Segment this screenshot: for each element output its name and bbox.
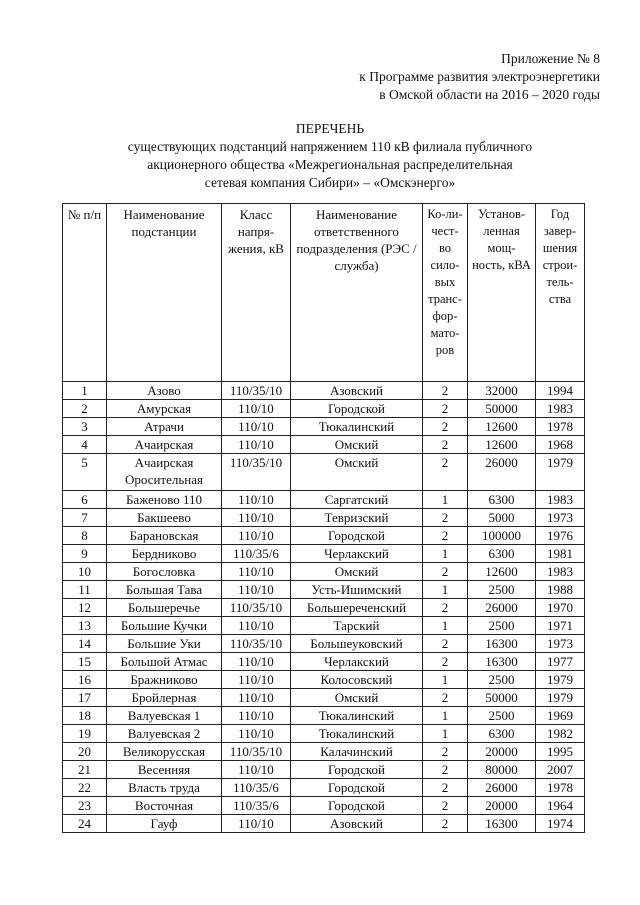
cell-substation-name: Богословка [107,563,222,581]
cell-number: 14 [63,635,107,653]
cell-installed-capacity: 26000 [468,599,536,617]
cell-transformer-count: 2 [423,436,468,454]
cell-responsible-unit: Большереченский [291,599,423,617]
cell-responsible-unit: Омский [291,563,423,581]
cell-responsible-unit: Городской [291,797,423,815]
cell-installed-capacity: 16300 [468,653,536,671]
cell-responsible-unit: Омский [291,436,423,454]
cell-substation-name: Баженово 110 [107,491,222,509]
cell-transformer-count: 2 [423,400,468,418]
table-row [63,418,585,436]
cell-transformer-count: 2 [423,418,468,436]
cell-number: 7 [63,509,107,527]
cell-transformer-count: 2 [423,509,468,527]
cell-installed-capacity: 12600 [468,563,536,581]
table-row [63,491,585,509]
header-substation-name: Наименование подстанции [107,204,222,382]
cell-completion-year: 1983 [536,563,585,581]
cell-number: 4 [63,436,107,454]
cell-responsible-unit: Городской [291,779,423,797]
table-row [63,382,585,400]
table-row [63,400,585,418]
cell-substation-name: Великорусская [107,743,222,761]
cell-voltage-class: 110/35/6 [222,797,291,815]
cell-transformer-count: 2 [423,761,468,779]
cell-completion-year: 1977 [536,653,585,671]
cell-transformer-count: 2 [423,815,468,833]
header-installed-capacity: Установ-ленная мощ-ность, кВА [468,204,536,382]
cell-installed-capacity: 2500 [468,617,536,635]
header-number: № п/п [63,204,107,382]
cell-responsible-unit: Черлакский [291,653,423,671]
cell-number: 23 [63,797,107,815]
title-line-2: акционерного общества «Межрегиональная распределительная [147,157,513,172]
table-row [63,635,585,653]
cell-responsible-unit: Колосовский [291,671,423,689]
cell-substation-name: Ачаирская [107,436,222,454]
substations-table [62,203,585,833]
table-row [63,707,585,725]
cell-installed-capacity: 50000 [468,400,536,418]
table-row [63,527,585,545]
cell-completion-year: 1970 [536,599,585,617]
cell-substation-name: Бакшеево [107,509,222,527]
cell-number: 22 [63,779,107,797]
cell-number: 16 [63,671,107,689]
cell-responsible-unit: Городской [291,400,423,418]
cell-voltage-class: 110/35/6 [222,545,291,563]
header-completion-year: Год завер-шения строи-тель-ства [536,204,585,382]
cell-completion-year: 1979 [536,671,585,689]
cell-number: 8 [63,527,107,545]
cell-installed-capacity: 6300 [468,491,536,509]
cell-responsible-unit: Тюкалинский [291,707,423,725]
table-row [63,689,585,707]
table-row [63,436,585,454]
document-title [60,120,600,192]
table-row [63,797,585,815]
appendix-note [359,50,600,104]
cell-substation-name: Амурская [107,400,222,418]
table-row [63,671,585,689]
table-row [63,617,585,635]
cell-number: 6 [63,491,107,509]
cell-voltage-class: 110/35/6 [222,779,291,797]
cell-transformer-count: 1 [423,707,468,725]
cell-substation-name: Большеречье [107,599,222,617]
cell-responsible-unit: Городской [291,761,423,779]
cell-transformer-count: 1 [423,581,468,599]
cell-number: 10 [63,563,107,581]
appendix-line-1: Приложение № 8 [501,51,600,66]
cell-number: 19 [63,725,107,743]
cell-responsible-unit: Калачинский [291,743,423,761]
table-row [63,653,585,671]
cell-voltage-class: 110/10 [222,400,291,418]
cell-completion-year: 1981 [536,545,585,563]
cell-voltage-class: 110/10 [222,617,291,635]
cell-responsible-unit: Большеуковский [291,635,423,653]
cell-responsible-unit: Городской [291,527,423,545]
cell-installed-capacity: 100000 [468,527,536,545]
cell-substation-name: Бражниково [107,671,222,689]
cell-transformer-count: 2 [423,635,468,653]
cell-transformer-count: 2 [423,382,468,400]
cell-transformer-count: 1 [423,545,468,563]
cell-substation-name: Большой Атмас [107,653,222,671]
table-row [63,599,585,617]
cell-installed-capacity: 16300 [468,815,536,833]
cell-installed-capacity: 20000 [468,743,536,761]
title-line-1: существующих подстанций напряжением 110 кВ филиала публичного [127,139,533,154]
cell-transformer-count: 2 [423,743,468,761]
cell-installed-capacity: 50000 [468,689,536,707]
cell-voltage-class: 110/10 [222,436,291,454]
cell-installed-capacity: 26000 [468,779,536,797]
cell-substation-name: Валуевская 2 [107,725,222,743]
cell-number: 5 [63,454,107,491]
cell-transformer-count: 1 [423,725,468,743]
cell-voltage-class: 110/10 [222,418,291,436]
cell-voltage-class: 110/10 [222,815,291,833]
cell-completion-year: 1983 [536,491,585,509]
cell-responsible-unit: Черлакский [291,545,423,563]
cell-number: 13 [63,617,107,635]
cell-installed-capacity: 2500 [468,581,536,599]
cell-installed-capacity: 5000 [468,509,536,527]
cell-transformer-count: 2 [423,797,468,815]
cell-transformer-count: 2 [423,653,468,671]
cell-completion-year: 2007 [536,761,585,779]
cell-completion-year: 1969 [536,707,585,725]
cell-installed-capacity: 32000 [468,382,536,400]
cell-transformer-count: 2 [423,454,468,491]
header-transformer-count: Ко-ли-чест-во сило-вых транс-фор-мато-ров [423,204,468,382]
cell-number: 1 [63,382,107,400]
appendix-line-3: в Омской области на 2016 – 2020 годы [379,87,600,102]
cell-voltage-class: 110/10 [222,581,291,599]
cell-completion-year: 1994 [536,382,585,400]
cell-responsible-unit: Азовский [291,815,423,833]
cell-completion-year: 1979 [536,454,585,491]
cell-completion-year: 1964 [536,797,585,815]
header-responsible-unit: Наименование ответственного подразделения (РЭС / служба) [291,204,423,382]
cell-completion-year: 1976 [536,527,585,545]
cell-substation-name: Большие Уки [107,635,222,653]
cell-transformer-count: 1 [423,617,468,635]
cell-transformer-count: 2 [423,599,468,617]
cell-number: 12 [63,599,107,617]
cell-installed-capacity: 12600 [468,418,536,436]
table-row [63,761,585,779]
cell-number: 20 [63,743,107,761]
cell-voltage-class: 110/10 [222,725,291,743]
cell-number: 11 [63,581,107,599]
cell-substation-name: Восточная [107,797,222,815]
cell-completion-year: 1978 [536,418,585,436]
cell-voltage-class: 110/10 [222,509,291,527]
table-row [63,454,585,491]
cell-completion-year: 1979 [536,689,585,707]
table-header-row [63,204,585,382]
cell-voltage-class: 110/10 [222,671,291,689]
cell-substation-name: Валуевская 1 [107,707,222,725]
table-row [63,779,585,797]
cell-substation-name: Гауф [107,815,222,833]
cell-installed-capacity: 2500 [468,671,536,689]
cell-installed-capacity: 6300 [468,725,536,743]
cell-completion-year: 1978 [536,779,585,797]
cell-substation-name: Власть труда [107,779,222,797]
cell-substation-name: Атрачи [107,418,222,436]
table-row [63,509,585,527]
cell-substation-name: Ачаирская Оросительная [107,454,222,491]
cell-responsible-unit: Омский [291,689,423,707]
cell-transformer-count: 2 [423,563,468,581]
table-row [63,743,585,761]
table-row [63,815,585,833]
cell-installed-capacity: 26000 [468,454,536,491]
table-row [63,545,585,563]
cell-installed-capacity: 20000 [468,797,536,815]
cell-substation-name: Большая Тава [107,581,222,599]
cell-responsible-unit: Тюкалинский [291,418,423,436]
cell-installed-capacity: 12600 [468,436,536,454]
cell-responsible-unit: Тевризский [291,509,423,527]
cell-number: 18 [63,707,107,725]
cell-voltage-class: 110/10 [222,707,291,725]
cell-installed-capacity: 80000 [468,761,536,779]
cell-number: 24 [63,815,107,833]
cell-voltage-class: 110/35/10 [222,743,291,761]
cell-voltage-class: 110/35/10 [222,382,291,400]
cell-completion-year: 1974 [536,815,585,833]
cell-completion-year: 1995 [536,743,585,761]
cell-voltage-class: 110/10 [222,689,291,707]
title-line-3: сетевая компания Сибири» – «Омскэнерго» [204,175,456,190]
cell-responsible-unit: Тюкалинский [291,725,423,743]
cell-completion-year: 1973 [536,635,585,653]
cell-voltage-class: 110/10 [222,563,291,581]
table-body [63,382,585,833]
cell-substation-name: Бройлерная [107,689,222,707]
cell-transformer-count: 2 [423,689,468,707]
cell-responsible-unit: Саргатский [291,491,423,509]
cell-responsible-unit: Усть-Ишимский [291,581,423,599]
cell-voltage-class: 110/35/10 [222,635,291,653]
cell-substation-name: Большие Кучки [107,617,222,635]
cell-number: 15 [63,653,107,671]
cell-substation-name: Азово [107,382,222,400]
cell-completion-year: 1982 [536,725,585,743]
cell-responsible-unit: Омский [291,454,423,491]
cell-number: 21 [63,761,107,779]
cell-responsible-unit: Азовский [291,382,423,400]
cell-transformer-count: 1 [423,491,468,509]
cell-completion-year: 1988 [536,581,585,599]
cell-transformer-count: 2 [423,779,468,797]
cell-completion-year: 1971 [536,617,585,635]
cell-transformer-count: 1 [423,671,468,689]
cell-substation-name: Барановская [107,527,222,545]
cell-completion-year: 1968 [536,436,585,454]
cell-transformer-count: 2 [423,527,468,545]
cell-voltage-class: 110/10 [222,653,291,671]
table-row [63,563,585,581]
cell-responsible-unit: Тарский [291,617,423,635]
cell-voltage-class: 110/35/10 [222,599,291,617]
cell-number: 3 [63,418,107,436]
cell-substation-name: Весенняя [107,761,222,779]
cell-number: 2 [63,400,107,418]
cell-completion-year: 1973 [536,509,585,527]
cell-number: 9 [63,545,107,563]
cell-installed-capacity: 2500 [468,707,536,725]
cell-voltage-class: 110/10 [222,527,291,545]
header-voltage-class: Класс напря-жения, кВ [222,204,291,382]
cell-completion-year: 1983 [536,400,585,418]
cell-substation-name: Бердниково [107,545,222,563]
appendix-line-2: к Программе развития электроэнергетики [359,69,600,84]
cell-voltage-class: 110/10 [222,761,291,779]
cell-installed-capacity: 16300 [468,635,536,653]
cell-voltage-class: 110/35/10 [222,454,291,491]
title-heading: ПЕРЕЧЕНЬ [295,121,365,136]
cell-installed-capacity: 6300 [468,545,536,563]
table-row [63,581,585,599]
cell-voltage-class: 110/10 [222,491,291,509]
cell-number: 17 [63,689,107,707]
table-row [63,725,585,743]
